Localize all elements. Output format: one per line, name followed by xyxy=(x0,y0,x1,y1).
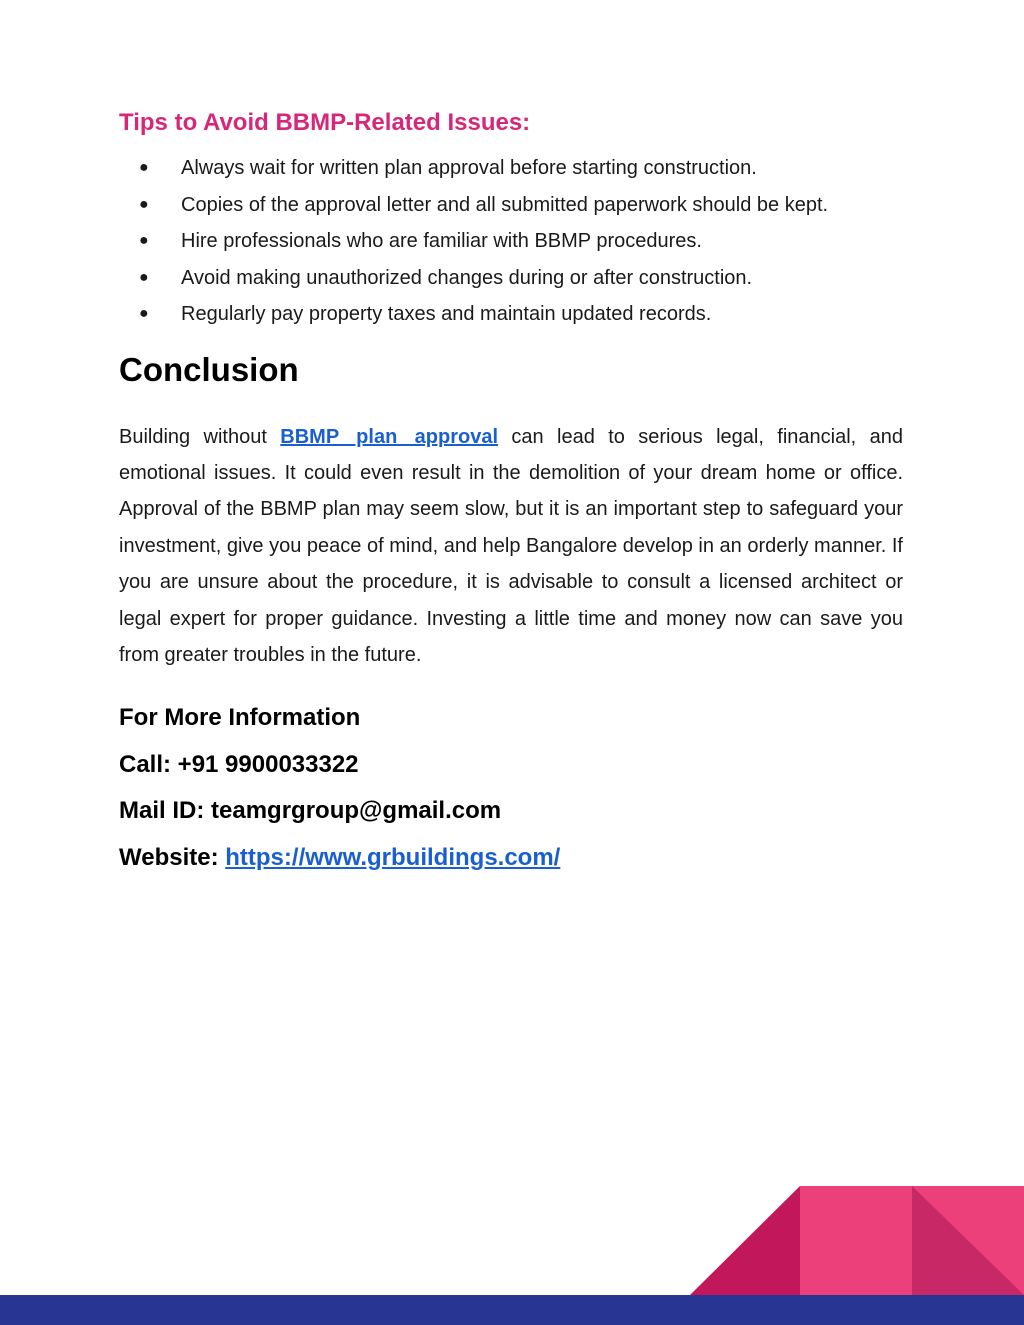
bbmp-plan-approval-link[interactable]: BBMP plan approval xyxy=(280,425,499,448)
page-content xyxy=(119,108,903,881)
contact-website xyxy=(119,835,903,882)
list-item xyxy=(119,296,903,333)
contact-mail: Mail ID: teamgrgroup@gmail.com xyxy=(119,797,502,825)
contact-call: Call: +91 9900033322 xyxy=(119,750,359,778)
conclusion-heading: Conclusion xyxy=(119,350,299,388)
bullet-icon: ● xyxy=(139,305,149,322)
conclusion-paragraph xyxy=(119,419,903,674)
bullet-icon: ● xyxy=(139,195,149,213)
list-item-text: Copies of the approval letter and all submitted paperwork should be kept. xyxy=(181,193,829,216)
bullet-icon: ● xyxy=(139,268,149,286)
tips-list xyxy=(119,150,903,333)
contact-section xyxy=(119,695,903,881)
website-label: Website: xyxy=(119,843,226,871)
decorative-corner-shapes xyxy=(690,1184,1024,1295)
paragraph-text-start: Building without xyxy=(119,425,281,448)
contact-heading: For More Information xyxy=(119,704,361,732)
tips-heading: Tips to Avoid BBMP-Related Issues: xyxy=(119,109,531,136)
paragraph-text-end: can lead to serious legal, financial, and emotional issues. It could even result in the demolition of your dream home or office. Approval of the BBMP plan may seem slow, but it is an important step to safeguard your investment, give you peace of mind, and help Bangalore develop in an orderly manner. If you are unsure about the procedure, it is advisable to consult a licensed architect or legal expert for proper guidance. Investing a little time and money now can save you from greater troubles in the future. xyxy=(119,425,903,666)
list-item-text: Hire professionals who are familiar with BBMP procedures. xyxy=(181,230,702,252)
list-item xyxy=(119,223,903,260)
dark-triangle-shape xyxy=(690,1186,800,1295)
bullet-icon: ● xyxy=(139,232,149,249)
website-link[interactable]: https://www.grbuildings.com/ xyxy=(225,843,561,871)
bullet-icon: ● xyxy=(139,159,149,176)
list-item xyxy=(119,187,903,224)
list-item xyxy=(119,150,903,187)
list-item xyxy=(119,260,903,297)
list-item-text: Always wait for written plan approval before starting construction. xyxy=(181,157,757,179)
footer-bar xyxy=(0,1295,1024,1325)
list-item-text: Avoid making unauthorized changes during or after construction. xyxy=(181,266,753,289)
list-item-text: Regularly pay property taxes and maintain updated records. xyxy=(181,303,712,325)
